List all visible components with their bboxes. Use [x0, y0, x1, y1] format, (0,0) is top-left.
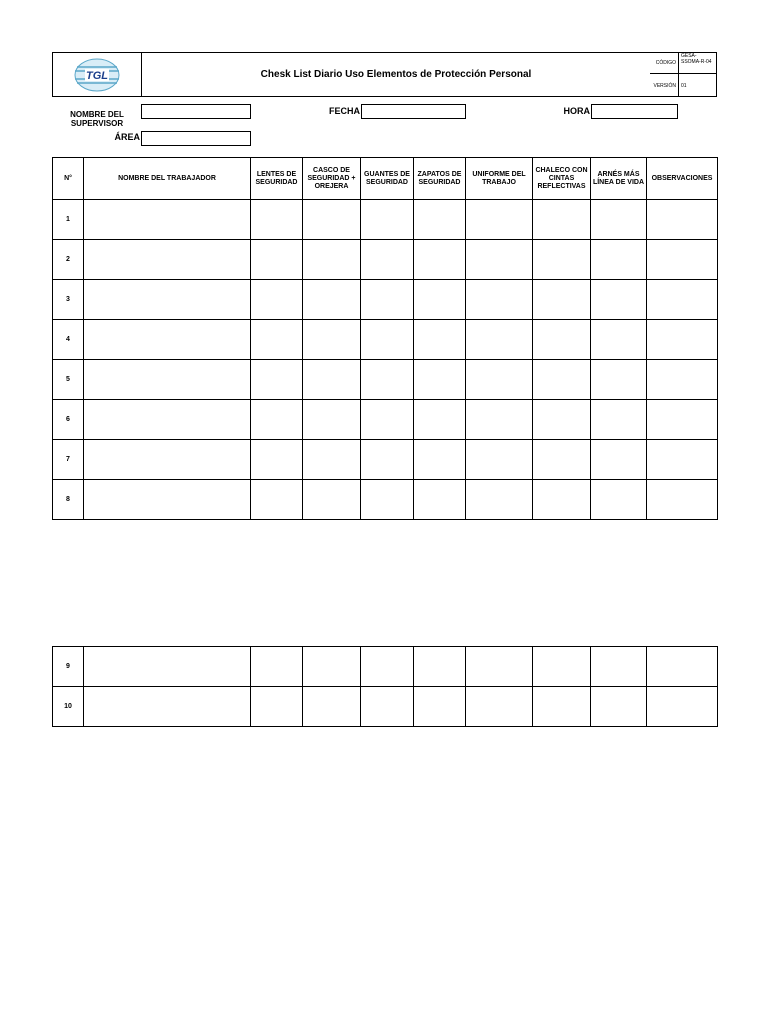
fecha-label: FECHA: [329, 106, 360, 116]
column-header: CASCO DE SEGURIDAD + OREJERA: [303, 158, 361, 200]
check-cell[interactable]: [533, 440, 591, 480]
column-header: LENTES DE SEGURIDAD: [251, 158, 303, 200]
row-number: 6: [53, 400, 84, 440]
hora-label: HORA: [563, 106, 590, 116]
column-header: OBSERVACIONES: [647, 158, 718, 200]
area-label: ÁREA: [114, 132, 140, 142]
worker-name-cell[interactable]: [84, 320, 251, 360]
table-row: [53, 320, 718, 360]
company-logo-cell: [52, 52, 142, 97]
row-number: 5: [53, 360, 84, 400]
check-cell[interactable]: [361, 480, 414, 520]
table-row: [53, 687, 718, 727]
ppe-checklist-table-continued: [52, 646, 718, 727]
area-field[interactable]: [141, 131, 251, 146]
ppe-checklist-table: [52, 157, 718, 520]
supervisor-field[interactable]: [141, 104, 251, 119]
check-cell[interactable]: [533, 647, 591, 687]
worker-name-cell[interactable]: [84, 687, 251, 727]
check-cell[interactable]: [414, 320, 466, 360]
check-cell[interactable]: [251, 480, 303, 520]
check-cell[interactable]: [361, 200, 414, 240]
row-number: 4: [53, 320, 84, 360]
check-cell[interactable]: [251, 400, 303, 440]
check-cell[interactable]: [466, 360, 533, 400]
check-cell[interactable]: [361, 320, 414, 360]
check-cell[interactable]: [533, 200, 591, 240]
check-cell[interactable]: [414, 400, 466, 440]
check-cell[interactable]: [591, 647, 647, 687]
table-row: [53, 440, 718, 480]
check-cell[interactable]: [303, 320, 361, 360]
row-number: 2: [53, 240, 84, 280]
check-cell[interactable]: [647, 480, 718, 520]
version-row: [650, 74, 717, 97]
check-cell[interactable]: [251, 240, 303, 280]
codigo-value: GESA-SSOMA-R-04: [678, 52, 717, 73]
check-cell[interactable]: [361, 440, 414, 480]
check-cell[interactable]: [303, 687, 361, 727]
check-cell[interactable]: [361, 360, 414, 400]
check-cell[interactable]: [591, 240, 647, 280]
column-header: NOMBRE DEL TRABAJADOR: [84, 158, 251, 200]
version-label: VERSIÓN: [653, 82, 676, 89]
check-cell[interactable]: [414, 440, 466, 480]
row-number: 1: [53, 200, 84, 240]
worker-name-cell[interactable]: [84, 280, 251, 320]
check-cell[interactable]: [361, 400, 414, 440]
check-cell[interactable]: [361, 687, 414, 727]
column-header: ZAPATOS DE SEGURIDAD: [414, 158, 466, 200]
check-cell[interactable]: [591, 687, 647, 727]
check-cell[interactable]: [466, 280, 533, 320]
check-cell[interactable]: [647, 400, 718, 440]
check-cell[interactable]: [251, 320, 303, 360]
check-cell[interactable]: [466, 647, 533, 687]
check-cell[interactable]: [533, 240, 591, 280]
logo-text: TGL: [85, 69, 108, 82]
table-row: [53, 200, 718, 240]
check-cell[interactable]: [591, 440, 647, 480]
check-cell[interactable]: [466, 240, 533, 280]
hora-field[interactable]: [591, 104, 678, 119]
table-row: [53, 240, 718, 280]
check-cell[interactable]: [466, 320, 533, 360]
check-cell[interactable]: [303, 360, 361, 400]
table-row: [53, 647, 718, 687]
check-cell[interactable]: [251, 440, 303, 480]
check-cell[interactable]: [303, 647, 361, 687]
check-cell[interactable]: [533, 687, 591, 727]
check-cell[interactable]: [251, 280, 303, 320]
worker-name-cell[interactable]: [84, 480, 251, 520]
check-cell[interactable]: [303, 440, 361, 480]
check-cell[interactable]: [466, 400, 533, 440]
column-header: N°: [53, 158, 84, 200]
check-cell[interactable]: [647, 320, 718, 360]
check-cell[interactable]: [647, 440, 718, 480]
supervisor-label: NOMBRE DEL SUPERVISOR: [70, 110, 124, 128]
codigo-row: [650, 52, 717, 74]
check-cell[interactable]: [414, 647, 466, 687]
row-number: 7: [53, 440, 84, 480]
worker-name-cell[interactable]: [84, 647, 251, 687]
check-cell[interactable]: [361, 280, 414, 320]
worker-name-cell[interactable]: [84, 440, 251, 480]
check-cell[interactable]: [303, 200, 361, 240]
company-logo: [72, 57, 122, 93]
check-cell[interactable]: [251, 647, 303, 687]
worker-name-cell[interactable]: [84, 240, 251, 280]
column-header: ARNÉS MÁS LÍNEA DE VIDA: [591, 158, 647, 200]
check-cell[interactable]: [466, 480, 533, 520]
check-cell[interactable]: [414, 240, 466, 280]
check-cell[interactable]: [533, 480, 591, 520]
worker-name-cell[interactable]: [84, 400, 251, 440]
check-cell[interactable]: [251, 200, 303, 240]
check-cell[interactable]: [647, 200, 718, 240]
check-cell[interactable]: [647, 360, 718, 400]
check-cell[interactable]: [466, 440, 533, 480]
check-cell[interactable]: [591, 200, 647, 240]
check-cell[interactable]: [303, 480, 361, 520]
table-row: [53, 360, 718, 400]
version-value: 01: [678, 74, 717, 97]
check-cell[interactable]: [414, 687, 466, 727]
check-cell[interactable]: [251, 687, 303, 727]
check-cell[interactable]: [414, 280, 466, 320]
row-number: 10: [53, 687, 84, 727]
fecha-field[interactable]: [361, 104, 466, 119]
row-number: 3: [53, 280, 84, 320]
check-cell[interactable]: [647, 687, 718, 727]
check-cell[interactable]: [533, 360, 591, 400]
check-cell[interactable]: [647, 280, 718, 320]
check-cell[interactable]: [591, 360, 647, 400]
check-cell[interactable]: [533, 280, 591, 320]
row-number: 9: [53, 647, 84, 687]
check-cell[interactable]: [647, 240, 718, 280]
check-cell[interactable]: [414, 200, 466, 240]
check-cell[interactable]: [303, 400, 361, 440]
column-header: CHALECO CON CINTAS REFLECTIVAS: [533, 158, 591, 200]
check-cell[interactable]: [591, 400, 647, 440]
check-cell[interactable]: [533, 320, 591, 360]
check-cell[interactable]: [303, 240, 361, 280]
check-cell[interactable]: [466, 687, 533, 727]
check-cell[interactable]: [591, 280, 647, 320]
check-cell[interactable]: [414, 360, 466, 400]
document-title: Chesk List Diario Uso Elementos de Protección Personal: [260, 69, 532, 80]
check-cell[interactable]: [303, 280, 361, 320]
column-header: UNIFORME DEL TRABAJO: [466, 158, 533, 200]
codigo-label: CÓDIGO: [655, 59, 676, 66]
worker-name-cell[interactable]: [84, 360, 251, 400]
check-cell[interactable]: [414, 480, 466, 520]
check-cell[interactable]: [591, 320, 647, 360]
table-row: [53, 400, 718, 440]
check-cell[interactable]: [361, 240, 414, 280]
check-cell[interactable]: [251, 360, 303, 400]
worker-name-cell[interactable]: [84, 200, 251, 240]
row-number: 8: [53, 480, 84, 520]
table-header-row: [53, 158, 718, 200]
check-cell[interactable]: [533, 400, 591, 440]
check-cell[interactable]: [466, 200, 533, 240]
table-row: [53, 280, 718, 320]
check-cell[interactable]: [361, 647, 414, 687]
table-row: [53, 480, 718, 520]
column-header: GUANTES DE SEGURIDAD: [361, 158, 414, 200]
check-cell[interactable]: [591, 480, 647, 520]
check-cell[interactable]: [647, 647, 718, 687]
